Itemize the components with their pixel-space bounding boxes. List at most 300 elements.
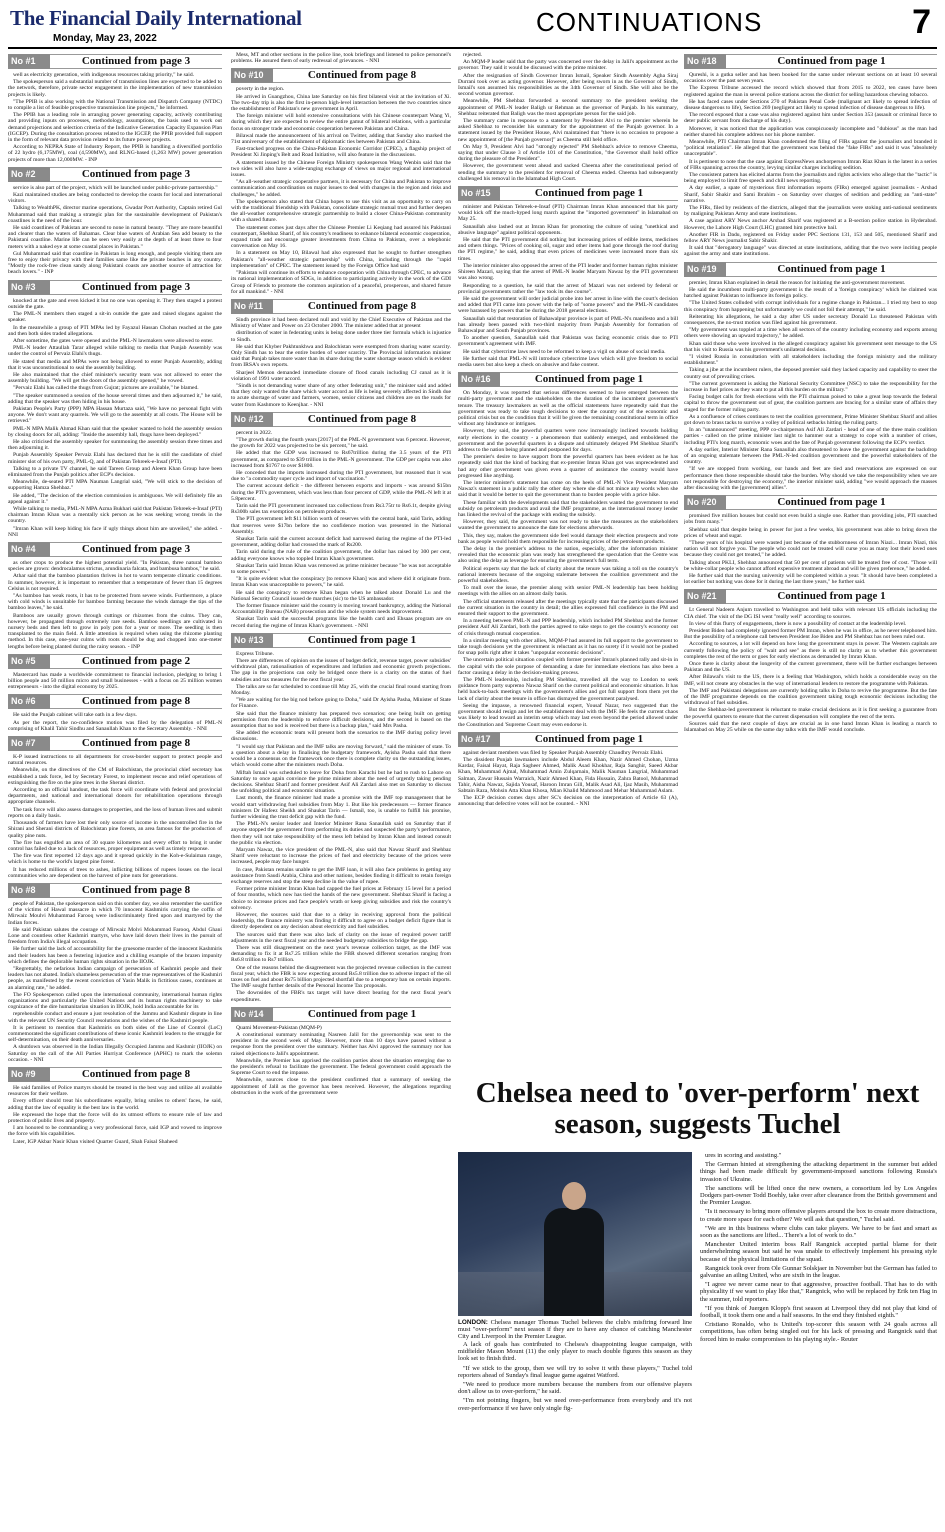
story-paragraph: Former prime minister Imran Khan had capped the fuel prices at February 15 level for a period of four months, which now has tied the hands of the new government. Shehbaz Sharif is facing a choice to increase prices and face people's wrath or keep giving subsidies and risk the country's solvency. (231, 886, 451, 911)
story-paragraph: minister and Pakistan Tehreek-e-Insaf (PTI) Chairman Imran Khan announced that his party would kick off the much-hyped long march against the "imported government" in Islamabad on May 25. (458, 204, 678, 223)
continued-label: Continued from page 1 (726, 262, 937, 277)
story-paragraph: In an "unannounced" meeting, PPP co-chairperson Asif Ali Zardari - head of one of the three main coalition parties - called on the prime minister last night to hammer out a strategy to cope with a number of crises, including PTI's long march, economic woes and the fate of Punjab government following the ECP's verdict. (684, 427, 937, 446)
story-paragraph: It said that "derogatory language" was directed at state institutions, adding that the two were inciting people against the army and state institutions. (684, 245, 937, 258)
story-paragraph: Responding to a question, he said that the arrest of Mazari was not ordered by federal or provincial governments rather the "law took its due course". (458, 282, 678, 295)
story-paragraph: "The PPIB is also working with the National Transmission and Dispatch Company (NTDC) to compile a list of feasible prospective transmission line projects," he informed. (8, 98, 222, 112)
story-block (8, 1067, 222, 1145)
story-header (231, 633, 451, 648)
story-paragraph: The premier's desire to have support from the powerful quarters has been evident as he has repeatedly said that the kind of backing that ex-premier Imran Khan got was unprecedented and had any other government was given even a quarter of assistance the country would have progressed like anything. (458, 454, 678, 479)
continued-label: Continued from page 1 (726, 54, 937, 69)
story-paragraph: The interior minister's statement has come on the heels of PML-N Vice President Maryam Nawaz's statement in a public rally the other day where she did not mince any words when she said that it would be better to quit the government than to burden people with a price hike. (458, 479, 678, 499)
story-paragraph: Shaukat Tarin said the successful programs like the health card and Ehsaas program are on record during the regime of Imran Khan's government. - NNI (231, 616, 451, 629)
story-paragraph: poverty in the region. (236, 86, 285, 93)
paper-name: The Financial Daily International (10, 6, 302, 30)
story-header (8, 736, 222, 751)
masthead-rule (8, 47, 937, 49)
continued-label: Continued from page 1 (500, 372, 678, 387)
story-paragraph: The downsides of the FBR's tax target will have direct bearing for the next fiscal year's expenditures. (231, 990, 451, 1003)
story-paragraph: In a meeting between PML-N and PPP leadership, which included PM Shehbaz and the former president Asif Ali Zardari, both the parties agreed to take steps to get the country's economy out of crisis through mutual cooperation. (458, 618, 678, 637)
story-header (684, 495, 937, 510)
caption-lead: LONDON: (458, 1319, 488, 1326)
story-paragraph: He conceded that the imports increased during the PTI government, but reasoned that it was due to "a commodity super cycle and import of vaccination." (231, 469, 451, 483)
story-header (8, 654, 222, 669)
story-paragraph: Sanaullah said that restoration of Bahawalpur province is part of PML-N's manifesto and a bill has already been passed with two-third majority from Punjab Assembly for formation of Bahawalpur and South Punjab provinces. (458, 315, 678, 334)
story-paragraph: The FO Spokesperson called upon the international community, international human rights organizations and particularly the United Nations and its human rights machinery to take cognizance of the dire humanitarian situation in IIOJK, hold India accountable for its (8, 991, 222, 1011)
story-paragraph: Khan said those who were involved in the alleged conspiracy against his government sent message to the US that his visit to Russia was his government's unilateral decision. (684, 340, 937, 353)
story-paragraph: He said the Punjab cabinet will take oath in a few days. (13, 712, 137, 719)
story-paragraph: Maryam Nawaz, the vice president of the PML-N, also said that Nawaz Sharif and Shehbaz Sharif were reluctant to increase the prices of fuel and electricity because of the prices were increased, people may face hunger. (231, 846, 451, 866)
story-paragraph: Meanwhile, on the directives of the CM of Balochistan, the provincial chief secretary has established a task force, led by Secretary Forest, to implement rescue and relief operations of extinguishing the fire on the pine trees in the Sherani district. (8, 767, 222, 786)
story-number: No #15 (458, 186, 500, 201)
story-paragraph: In a similar meeting with other allies, MQM-P had assured its full support to the government to take tough decisions yet the government is reluctant as it has no surety if it would not be pushed for snap polls right after it takes "unpopular economic decisions". (458, 637, 678, 657)
story-paragraph: The spokesperson also stated that China hopes to use this visit as an opportunity to carry on with the traditional friendship with Pakistan, consolidate strategic mutual trust and further deepen the all-weather comprehensive strategic partnership to build a closer China-Pakistan community with a shared future. (231, 198, 451, 224)
story-paragraph: He said families of Police martyrs should be treated in the best way and utilize all available resources for their welfare. (8, 1085, 222, 1098)
feature-paragraph: Cristiano Ronaldo, who is United's top-scorer this season with 24 goals across all competitions, has often being singled out for his lack of pressing and Rangnick said that forced him to make compromises to his playing style.- Reuter (700, 1321, 937, 1343)
story-paragraph: One of the reasons behind the disagreement was the projected revenue collection in the current fiscal year, which the FBR is now expecting around Rs5.8 trillion due to adverse impact of the oil taxes on fuel and about Rs75 billion projected shortfall due to a temporary ban on certain imports. The IMF sought further details of the Personal Income Tax proposals. (231, 964, 451, 990)
football-manager-photo (458, 1152, 692, 1316)
story-paragraph: promised five million houses but could not even build a single one. Rather than providing jobs, PTI snatched jobs from many." (684, 513, 937, 526)
story-header (231, 68, 451, 83)
story-paragraph: After sometime, the gates were opened and the PML-N lawmakers were allowed to enter. (13, 337, 214, 344)
story-paragraph: To mull over the issue, the premier along with senior PML-N leadership has been holding meetings with the allies on an almost daily basis. (458, 585, 678, 598)
feature-headline: Chelsea need to 'over-perform' next season, suggests Tuchel (475, 1077, 920, 1140)
story-paragraph: It is pertinent to note that the case against ExpressNews anchorperson Imran Riaz Khan is the latest in a series of FIRs spanning across the country, levying similar charges including sedition. (684, 158, 937, 171)
story-paragraph: Every officer should treat his subordinates equally, bring smiles to others' faces, he said, adding that the law of equality is the best law in the world. (8, 1098, 222, 1111)
story-paragraph: Pakistan People's Party (PPP) MPA Hassan Murtaza said, "We have no personal fight with anyone. We don't want any quarrels. We will go to the assembly at all costs. The House will be retrieved." (8, 405, 222, 425)
story-paragraph: A shutdown was observed in the Indian Illegally Occupied Jammu and Kashmir (IIOJK) on Saturday on the call of the All Parties Hurriyat Conference (APHC) to mark the solemn occasion. - NNI (8, 1044, 222, 1063)
story-paragraph: rejected. (463, 52, 483, 58)
story-paragraph: The interior minister also opposed the arrest of the PTI leader and former human rights minister Shireen Mazari, saying that the arrest of PML-N leader Maryam Nawaz by the PTI government was also wrong. (458, 262, 678, 282)
story-paragraph: "The current government is asking the National Security Committee (NSC) to take the responsibility for the increase in fuel prices as they want to put all this burden on the military." (684, 380, 937, 393)
story-number: No #16 (458, 372, 500, 387)
continued-label: Continued from page 1 (273, 1007, 451, 1022)
story-paragraph: A day earlier, a spate of mysterious first information reports (FIRs) emerged against journalists - Arshad Sharif, Sabir Shakir and Sami Ibrahim - on Saturday over charges of sedition and peddling an "anti-state" narrative. (684, 185, 937, 204)
manager-coat (544, 1208, 604, 1316)
story-block (8, 883, 222, 1063)
story-paragraph: While talking to media, PML-N MPA Azma Bukhari said that Pakistan Tehreek-e-Insaf (PTI) chairman Imran Khan was a mentally sick person as he was seeking wrong trends in the country. (8, 505, 222, 525)
story-paragraph: He expressed the hope that the force will do its utmost efforts to ensure rule of law and protection of public lives and property. (8, 1111, 222, 1125)
story-paragraph: He has faced cases under Sections 270 of Pakistan Penal Code (malignant act likely to spread infection of disease dangerous to life), Section 269 (negligent act likely to spread infection of disease dangerous to life). (684, 98, 937, 112)
feature-paragraph: "If we stick to the group, then we will try to solve it with these players," Tuchel told reporters ahead of Sunday's final league game against Watford. (458, 1364, 692, 1379)
story-number: No #1 (8, 54, 50, 69)
story-paragraph: Thousands of farmers have lost their only source of income in the uncontrolled fire in the Shirani and Sherani districts of Balochistan pine forests, an area famous for the production of quality pine nuts. (8, 820, 222, 839)
continued-label: Continued from page 8 (273, 68, 451, 83)
story-paragraph: Bamboos are usually grown through cuttings or rhizomes from the culms. They can, however, be propagated through extremely rare seeds. Bamboo seedlings are cultivated in nursery beds and then left to grow in poly pots for a year or more. The seedling is then transplanted to the main field. A little attention is required when using the rhizome planting method. In this case, one-year culms with roots should be dug and chopped into one-meter lengths before being planted during the rainy season. - INP (8, 612, 222, 650)
story-paragraph: distribution of water in federating units is being done under three tier formula which is injustice to Sindh. (231, 330, 451, 343)
story-paragraph: The current account deficit - the different between exports and imports - was around $15bn during the PTI's government, which was less than four percent of GDP, while the PML-N left it at 5.8percent. (231, 483, 451, 502)
story-paragraph: The statement comes just days after the Chinese Premier Li Keqiang had assured his Pakistani counterpart, Shehbaz Sharif, of his country's readiness to enhance bilateral economic cooperation, expand trade and encourage greater investments from China to Pakistan, over a telephonic conversation on May 16. (231, 224, 451, 250)
story-number: No #19 (684, 262, 726, 277)
story-number: No #14 (231, 1007, 273, 1022)
story-paragraph: He said that cybercrime laws need to be reformed to keep a vigil on abuse of social media. (463, 348, 666, 355)
story-paragraph: Mastercard has made a worldwide commitment to financial inclusion, pledging to bring 1 billion people and 50 million micro and small businesses - with a focus on 25 million women entrepreneurs - into the digital economy by 2025. (8, 671, 222, 691)
story-header (684, 262, 937, 277)
story-paragraph: Express Tribune. (236, 650, 274, 657)
story-paragraph: An MQM-P leader said that the party was concerned over the delay in Jalil's appointment as the governor. They said it would be discussed with the prime minister. (458, 59, 678, 72)
story-paragraph: "Regrettably, the nefarious Indian campaign of persecution of Kashmiri people and their leaders has not abated. India's shameless persecution of the true representatives of the Kashmiri people, as manifested by the recent conviction of Yasin Malik in fictitious cases, continues at an alarming rate," he added. (8, 965, 222, 991)
feature-paragraph: Rangnick took over from Ole Gunnar Solskjaer in November but the German has failed to galvanise an ailing United, who are sixth in the league. (700, 1264, 937, 1280)
story-paragraph: Political experts say that the lack of clarity about the tenure was taking a toll on the country's national interests because of the ongoing stalemate between the coalition government and the powerful stakeholders. (458, 565, 678, 585)
story-paragraph: The sources said that there was also lack of clarity on the issue of required power tariff adjustments in the next fiscal year and the needed budgetary subsidies to bridge the gap. (231, 931, 451, 944)
feature-body-right (700, 1152, 937, 1526)
continued-label: Continued from page 3 (50, 54, 222, 69)
story-paragraph: He said coastlines of Pakistan are second to none in natural beauty. "They are more beautiful and clearer than the waters of Bahamas. Clear blue waters of Arabian Sea add beauty to the Pakistani coastline. Marine life can be seen very easily at the depth of at least three to four meters with a naked eye at some coastal places in Pakistan." (8, 225, 222, 250)
story-block (231, 299, 451, 408)
story-paragraph: The task force will also assess damages to properties, and the loss of human lives and submit reports on a daily basis. (8, 806, 222, 819)
story-paragraph: A statement issued by the Chinese Foreign Ministry spokesperson Wang Wenbin said that the two sides will also have a wide-ranging exchange of views on major regional and international issues. (231, 159, 451, 179)
story-paragraph: K-P issued instructions to all departments for cross-border support to protect people and natural resources. (8, 754, 222, 767)
photo-caption (458, 1319, 692, 1340)
story-paragraph: Once there is clarity about the longevity of the current government, there will be further exchanges between Pakistan and the US. (684, 661, 937, 674)
story-paragraph: According to sources, a lot will depend on how long the government stays in power. The Western capitals are currently following the policy of "wait and see" as there is still no clarity as to whether this government completes the rest of the term or goes for early elections as demanded by Imran Khan. (684, 641, 937, 660)
feature-paragraph: A lack of goals has contributed to Chelsea's disappointing league campaign, with midfielder Mason Mount (11) the only player to reach double figures this season as they look set to finish third. (458, 1341, 692, 1363)
story-paragraph: The delay in the premier's address to the nation, especially, after the information minister revealed that the economic plan was ready has strengthened the speculation that the Centre was also using the delay as leverage for ensuring the government's full term. (458, 546, 678, 565)
story-number: No #21 (684, 589, 726, 604)
continued-label: Continued from page 3 (50, 167, 222, 182)
story-paragraph: premier, Imran Khan explained in detail the reason for initiating the anti-government movement. (689, 279, 906, 286)
story-paragraph: Taking a jibe at the incumbent rulers, the deposed premier said they lacked capacity and capability to steer the country out of prevailing crises. (684, 367, 937, 380)
story-block (684, 262, 937, 492)
story-paragraph: A constitutional summary nominating Nasreen Jalil for the governorship was sent to the president in the second week of May. However, more than 10 days have passed without a response from the president over the summary. Neither has Alvi approved the summary nor has raised objections to Jalil's appointment. (231, 1032, 451, 1057)
feature-paragraph: ures in scoring and assisting." (705, 1152, 782, 1159)
story-paragraph: "Imran Khan will keep hiding his face if ugly things about him are unveiled," she added. -NNI (8, 525, 222, 538)
continued-label: Continued from page 1 (500, 732, 678, 747)
story-header (458, 186, 678, 201)
story-paragraph: The record exposed that a case was also registered against him under Section 353 (assault or criminal force to deter public servant from discharge of his duty). (684, 112, 937, 125)
column-1 (8, 52, 222, 1526)
story-number: No #13 (231, 633, 273, 648)
story-block (684, 495, 937, 585)
story-paragraph: He said Pakistan salutes the courage of Mirwaiz Molvi Mohammad Farooq, Abdul Ghani Lone and countless other Kashmiri martyrs, who have laid down their lives in the pursuit of freedom from India's illegal occupation. (8, 926, 222, 946)
story-paragraph: "I would say that Pakistan and the IMF talks are moving forward," said the minister of state. To a question about a delay in finalising the budgetary framework, Ayisha Pasha said that there would be a consensus on the framework once there is complete clarity on the outstanding issues, which would come after the ministers reach Doha. (231, 743, 451, 769)
story-paragraph: The ECP decision comes days after SC's decision on the interpretation of Article 63 (A), announcing that defective votes will not be counted. - NNI (458, 795, 678, 808)
story-header (8, 167, 222, 182)
story-paragraph: Meanwhile, sources close to the president confirmed that a summary of seeking the appointment of Jalil as the governor has been received. However, the allegations regarding obstruction in the work of the government were (231, 1077, 451, 1096)
story-paragraph: Shaukat Tarin said Imran Khan was removed as prime minister because "he was not acceptable to some powers." (231, 562, 451, 576)
story-paragraph: The Express Tribune accessed the record which showed that from 2015 to 2022, ten cases have been registered against the man in several police stations across the district for selling hazardous chewing tobacco. (684, 85, 937, 98)
story-header (8, 883, 222, 898)
story-paragraph: But the Shehbaz-led government is reluctant to make crucial decisions as it is first seeking a guarantee from the powerful quarters to ensure that the current dispensation will complete the rest of the term. (684, 707, 937, 720)
story-number: No #20 (684, 495, 726, 510)
story-header (8, 694, 222, 709)
story-number: No #5 (8, 654, 50, 669)
story-header (231, 412, 451, 427)
story-paragraph: "The growth during the fourth years [2017] of the PML-N government was 6 percent. However, the growth for 2022 was projected to be six percent," he said. (231, 436, 451, 450)
story-paragraph: Talking to WealthPK, director marine operations, Gwadar Port Authority, Captain retired Gul Muhammad said that making a strategic plan for the sustainable development of Pakistan's coastlines is the need of the hour. (8, 205, 222, 224)
feature-body-left (458, 1341, 692, 1526)
story-paragraph: "These years of his hospital were wasted just because of the stubbornness of Imran Niazi... Imran Niazi, this nation will not forgive you. The people who could not be treated will curse you as many lost their loved ones because they could not get treated," he added. (684, 540, 937, 559)
story-paragraph: Tarin said during the rule of the coalition government, the dollar has raised by 300 per cent, adding everyone knows who toppled Imran Khan's government. (231, 549, 451, 562)
manager-figure (544, 1182, 604, 1316)
story-paragraph: These familiar with the developments said that the stakeholders wanted the government to end subsidy on petroleum products and avail the IMF programme, as the international money lender has linked the revival of the package with ending the subsidy. (458, 499, 678, 518)
continued-label: Continued from page 1 (726, 495, 937, 510)
story-paragraph: In a statement on May 10, Bilawal had also expressed that he sought to further strengthen Pakistan's "all-weather strategic partnership" with China, including through the "rapid implementation" of CPEC. The statement issued by the Foreign Office had said (231, 250, 451, 269)
page-number: 7 (912, 3, 931, 41)
story-number: No #6 (8, 694, 50, 709)
story-paragraph: Shaukat Tarin said the current account deficit had narrowed during the regime of the PTI-led government, adding dollar had crossed the mark of Rs200. (231, 536, 451, 549)
story-paragraph: However, they said, the government was not ready to take the measures as the stakeholders wanted the government to announce the date for elections afterwards. (458, 519, 678, 532)
story-paragraph: He said the government will order judicial probe into her arrest in line with the court's decision and added that PTI came into power with the help of "some powers" and the PML-N candidates were harassed by powers that be during the 2018 general elections. (458, 295, 678, 315)
story-paragraph: "Pervaiz Elahi has called the thugs from Gujrat; pictures are available," he blamed. (13, 385, 199, 392)
story-paragraph: This, they say, makes the government side feel would damage their election prospects and vote bank as people would hold them responsible for increasing prices of the petroleum products. (458, 532, 678, 545)
caption-text: Chelsea manager Thomas Tuchel believes the club's misfiring forward line must "over-perform" next season if they are to have any chance of catching Manchester City and Liverpool in the Premier League. (458, 1319, 692, 1340)
story-paragraph: He further said that the nursing university will be completed within a year. "It should have been completed a lot earlier but nothing was done for it during the last three years," he further said. (684, 573, 937, 586)
story-paragraph: Tarin said the PTI government increased tax collections from Rs3.75tr to Rs6.1t, despite giving Rs300b sales tax exemption on petroleum products. (231, 502, 451, 516)
story-header (231, 299, 451, 314)
story-paragraph: Shehbaz said that despite being in power for just a few weeks, his government was able to bring down the prices of wheat and sugar. (684, 526, 937, 539)
story-header (231, 1007, 451, 1022)
story-paragraph: The IMF and Pakistani delegations are currently holding talks in Doha to revive the programme. But the fate of the IMF programme depends on the coalition government taking tough economic decisions including the withdrawal of fuel subsidies. (684, 687, 937, 707)
story-number: No #7 (8, 736, 50, 751)
story-paragraph: The fire was first reported 12 days ago and it spread quickly in the Koh-e-Sulaiman range, which is home to the world's largest pine forest. (8, 853, 222, 866)
continued-label: Continued from page 3 (50, 542, 222, 557)
story-paragraph: Bilawal made the announcement of his arrival on Twitter, adding that Sunday also marked the 71st anniversary of the establishment of diplomatic ties between Pakistan and China. (231, 132, 451, 146)
story-paragraph: It is pertinent to mention that Kashmiris on both sides of the Line of Control (LoC) commemorated the significant contributions of these iconic Kashmiri leaders to the struggle for self-determination, on their death anniversaries. (8, 1024, 222, 1044)
story-paragraph: as other crops to produce the highest potential yield. "In Pakistan, three natural bamboo species are grown: dendrocalamus strictus, arundinaria falcata, and bambusa bambos," he said. (8, 560, 222, 573)
story-paragraph: Miftah Ismail was scheduled to leave for Doha from Karachi but he had to rush to Lahore on Saturday to once again convince the prime minister about the need of urgently taking pending decisions. Shehbaz Sharif and former president Asif Ali Zardari also met on Saturday to discuss the unfolding political and economic situation. (231, 769, 451, 795)
story-paragraph: Fast-tracked progress on the China-Pakistan Economic Corridor (CPEC), a flagship project of President Xi Jinping's Belt and Road Initiative, will also feature in the discussions. (231, 146, 451, 159)
story-paragraph: "It is quite evident what the conspiracy [to remove Khan] was and where did it originate from. Imran Khan was unacceptable to powers," he said. (231, 576, 451, 589)
story-block (8, 736, 222, 879)
story-paragraph: The consistent pattern has elicited alarms from the journalists and rights activists who allege that the "tactic" is being employed to limit free speech and chill news reporting. (684, 172, 937, 185)
story-block (8, 542, 222, 650)
story-number: No #2 (8, 167, 50, 182)
story-paragraph: According to NEPRA State of Industry Report, the PPIB is handling a diversified portfolio of 22 hydro (6,175MW), coal (4,590MW), and RLNG-based (1,263 MW) power generation projects of more than 12,000MW. - INP (8, 144, 222, 163)
continued-label: Continued from page 1 (726, 589, 937, 604)
story-paragraph: "My government was toppled at a time when all sectors of the country including economy and exports among others were showing an upward trajectory," he added. (684, 327, 937, 340)
story-paragraph: "The United States colluded with corrupt individuals for a regime change in Pakistan... I tried my best to stop this conspiracy from happening but unfortunately we could not foil their attempt," he said. (684, 300, 937, 313)
story-block (231, 52, 451, 64)
column-3 (458, 52, 678, 1072)
story-paragraph: Sindh province it had been declared null and void by the Chief Executive of Pakistan and the Ministry of Water and Power on 23 October 2000. The minister added that at present (231, 316, 451, 330)
feature-paragraph: The sanctions will be lifted once the new owners, a consortium led by Los Angeles Dodgers part-owner Todd Boehly, take over after clearance from the British government and the Premier League. (700, 1184, 937, 1207)
story-block (231, 633, 451, 1003)
column-2 (231, 52, 451, 1526)
masthead (8, 0, 937, 50)
story-block (231, 68, 451, 295)
continued-label: Continued from page 1 (500, 186, 678, 201)
story-paragraph: It has reduced millions of trees to ashes, inflicting billions of rupees losses on the local communities who are dependent on the harvest of pine nuts for generations. (8, 866, 222, 879)
continued-label: Continued from page 3 (50, 280, 222, 295)
story-paragraph: There are differences of opinion on the issues of budget deficit, revenue target, power subsidies' withdrawal plan, rationalisation of expenditures and inflation and economic growth projections. The gap in the projections can only be bridged once there is a clarity on the status of fuel subsidies and tax measures for the next fiscal year. (231, 658, 451, 683)
story-paragraph: He further said that PML-N will introduce cybercrime laws which will give freedom to social media users but also keep a check on abusive and fake content. (458, 355, 678, 368)
story-block (458, 732, 678, 808)
manager-head (562, 1182, 586, 1210)
feature-paragraph: "We are in this business where clubs can take players. We have to be fast and smart as soon as the sanctions are lifted... There's a lot of work to do." (700, 1224, 937, 1240)
continued-label: Continued from page 8 (50, 1067, 222, 1082)
story-paragraph: PML-N MPA Malik Ahmad Khan said that the speaker wanted to hold the assembly session by closing doors for all, adding: "Inside the assembly hall, thugs have been deployed." (8, 425, 222, 438)
story-paragraph: Moreover, it was noticed that the application was conspicuously incomplete and "dubious" as the man had neither shared his complete address nor his phone number. (684, 125, 937, 138)
story-paragraph: Mess, MT and other sections in the police line, took briefings and listened to police personnel's problems. He assured them of early redressal of grievances. - NNI (231, 52, 451, 65)
story-block (8, 694, 222, 732)
story-paragraph: He arrived in Guangzhou, China late Saturday on his first bilateral visit at the invitation of Xi. The two-day trip is also the first in-person high-level interaction between the two countries since the establishment of Pakistan's new government in April. (231, 93, 451, 113)
story-paragraph: A case against ARY News anchor Arshad Sharif was registered at a B-section police station in Hyderabad. However, the Lahore High Court (LHC) granted him protective bail. (684, 218, 937, 231)
story-number: No #11 (231, 299, 273, 314)
story-paragraph: The talks are so far scheduled to continue till May 25, with the crucial final round starting from Monday. (231, 683, 451, 697)
feature-article (458, 1078, 937, 1526)
story-paragraph: In the meanwhile a group of PTI MPAs led by Fayazul Hassan Chohan reached at the gate and then both sides traded allegations. (8, 324, 222, 337)
story-block (458, 52, 678, 182)
story-paragraph: Gul Muhammad said that coastline in Pakistan is long enough, and people visiting them are free to enjoy their privacy with their families same like the private beaches in any country. "Mostly the rock-free clean sandy along Pakistani coasts are another source of attraction for beach lovers." - INP (8, 250, 222, 276)
story-paragraph: Meanwhile, PTI Chairman Imran Khan condemned the filing of FIRs against the journalists and branded it "political retaliation". He alleged that the government was behind the "fake FIRs" and said it was "absolutely unacceptable". (684, 139, 937, 158)
story-paragraph: against deviant members was filed by Speaker Punjab Assembly Chaudhry Pervaiz Elahi. (463, 749, 664, 756)
feature-paragraph: "Is it necessary to bring more offensive players around the box to create more distractions, to create more space for each other? We will ask that question," Tuchel said. (700, 1208, 937, 1223)
story-paragraph: He further said the lack of accountability for the gruesome murder of the innocent Kashmiris and their leaders has been a festering injustice and a chilling example of the brazen impunity which defines the deplorable human rights situation in the IIOJK. (8, 946, 222, 965)
story-block (684, 589, 937, 733)
story-paragraph: The PML-N's senior leader and Interior Minister Rana Sanaullah said on Saturday that if anyone stopped the government from performing its duties and suspected the party's performance, then they will not take responsibility of the mess left behind by Imran Khan and instead consult the public via election. (231, 821, 451, 846)
story-paragraph: reprehensible conduct and ensure a just resolution of the Jammu and Kashmir dispute in line with the relevant UN Security Council resolutions and the wishes of the Kashmiri people. (8, 1011, 222, 1024)
story-paragraph: On May 9, President Alvi had "strongly rejected" PM Shehbaz's advice to remove Cheema, saying that under Clause 3 of Article 101 of the Constitution, "the Governor shall hold office during the pleasure of the President". (458, 143, 678, 163)
story-paragraph: The PML-N members then staged a sit-in outside the gate and raised slogans against the speaker. (8, 311, 222, 324)
story-paragraph: She said that the finance ministry has prepared two scenarios; one being built on getting permission from the leadership to enforce difficult decisions, and the second is based on the assumption that no nod is received but there is a backup plan," said Mrs Pasha. (231, 710, 451, 730)
story-paragraph: well as electricity generation, with indigenous resources taking priority," he said. (13, 72, 195, 78)
story-paragraph: According to an official handout, the task force will coordinate with federal and provincial departments, and national and international donors for rehabilitation operations through appropriate channels. (8, 787, 222, 806)
story-paragraph: In case, Pakistan remains unable to get the IMF loan, it will also face problems in getting any assistance from Saudi Arabia, China and other nations, besides finding it difficult to retain foreign exchange reserves and stop the steep decline in the value of rupee. (231, 866, 451, 885)
story-paragraph: The uncertain political situation coupled with former premier Imran's planned rally and sit-in in the capital with the sole purpose of demanding a date for immediate elections has also been a factor causing a delay in the decision-making process. (458, 657, 678, 676)
story-paragraph: The former finance minister said the country is moving toward bankruptcy, adding the National Accountability Bureau (NAB) prosecution and the whole system needs improvement. (231, 603, 451, 616)
paper-date: Monday, May 23, 2022 (53, 33, 157, 44)
continued-label: Continued from page 8 (50, 736, 222, 751)
story-number: No #12 (231, 412, 273, 427)
story-number: No #3 (8, 280, 50, 295)
story-paragraph: Kazi maintained studies are being conducted to develop the coasts for local and international visitors. (8, 192, 222, 205)
column-4 (684, 52, 937, 1072)
story-paragraph: Later, IGP Akbar Nasir Khan visited Quarter Guard, Shah Faisal Shaheed (13, 1138, 178, 1145)
story-paragraph: As per the report, the no-confidence motion was filed by the delegation of PML-N comprising of Khalil Tahir Sindhu and Sanaullah Khan to the Secretary Assembly. - NNI (8, 719, 222, 732)
story-paragraph: Talking about PKLI, Shehbaz announced that 50 per cent of patients will be treated free of cost. "Those will be white-collar people who cannot afford expensive treatment abroad and will be given preference," he added. (684, 559, 937, 572)
story-paragraph: I am honored to be commanding a very professional force, said IGP and vowed to improve the force with his capabilities. (8, 1125, 222, 1138)
story-paragraph: knocked at the gate and even kicked it but no one was opening it. They then staged a protest outside the gate. (8, 297, 222, 310)
continued-label: Continued from page 8 (273, 412, 451, 427)
story-paragraph: The FIRs, filed by residents of the districts, alleged that the journalists were stoking anti-national sentiments by maligning Pakistan Army and state institutions. (684, 205, 937, 218)
story-block (684, 54, 937, 258)
story-paragraph: The PML-N leadership, including PM Shehbaz, travelled all the way to London to seek guidance from party supremo Nawaz Sharif on the current political and economic situation. It has held back-to-back meetings with the government's allies and got full support from them yet the lack of clarity about the tenure in office has dismayed the government paralysed. (458, 677, 678, 702)
story-paragraph: Last month, the finance minister had made a promise with the IMF top management that he would start withdrawing fuel subsidies from May 1. But like his predecessors — former finance ministers Dr Hafeez Sheikh and Shaukat Tarin — Ismail, too, is unable to fulfill his promise, further widening the trust deficit gap with the fund. (231, 795, 451, 820)
story-number: No #17 (458, 732, 500, 747)
story-paragraph: "Pakistan will continue its efforts to enhance cooperation with China through CPEC, to advance its national implementation of SDGs, in addition to participating actively in the work of the GDI Group of Friends to promote the common aspiration of a peaceful, prosperous, and shared future for all mankind." - NNI (231, 270, 451, 295)
story-paragraph: The PTI government left $11 billion worth of reserves with the central bank, said Tarin, adding that reserves were $17bn before the no confidence motion was presented in the National Assembly. (231, 516, 451, 535)
story-paragraph: To another question, Sanaullah said that Pakistan was facing economic crisis due to PTI government's agreement with IMF. (458, 335, 678, 348)
story-paragraph: Lt General Nadeem Anjum travelled to Washington and held talks with relevant US officials including the CIA chief. The visit of the DG ISI went "really well" according to sources. (684, 607, 937, 620)
feature-paragraph: The German hinted at strengthening the attacking department in the summer but added things had been made difficult by government-imposed sanctions following Russia's invasion of Ukraine. (700, 1161, 937, 1183)
story-paragraph: The summary came in response to a statement by President Alvi to the premier wherein he asked Shehbaz to reconsider his summary for the appointment of the Punjab governor. In a statement issued by the President House, Alvi maintained that "there is no occasion to propose a new appointment of [the Punjab governor]" as Cheema still held office. (458, 118, 678, 143)
story-paragraph: However, they said, the powerful quarters were now increasingly inclined towards holding early elections in the country - a phenomenon that suddenly emerged, and emboldened the government and the powerful quarters in a dispute and ultimately delayed PM Shehbaz Sharif's address to the nation being planned and postponed for days. (458, 428, 678, 453)
story-header (8, 54, 222, 69)
story-block (458, 186, 678, 368)
story-paragraph: Meanwhile, PM Shehbaz forwarded a second summary to the president seeking the appointment of PML-N leader Baligh ur Rehman as the governor of Punjab. In his summary, Shehbaz reiterated that Baligh was the most appropriate person for the said job. (458, 98, 678, 117)
story-paragraph: "If we are stopped from working, our hands and feet are tied and reservations are expressed on our performance then those responsible should take the burden. Why should we take the responsibility when we are not responsible for destroying the economy," the interior minister said, adding "we would approach the masses after discussing with the [government] allies". (684, 466, 937, 491)
story-block (8, 54, 222, 163)
story-paragraph: "As bamboo has weak roots, it has to be protected from severe winds. Furthermore, a place with cold winds is unsuitable for bamboo farming because the winds damage the tips of the bamboo leaves," he said. (8, 593, 222, 612)
story-paragraph: He also criticised the assembly speaker for summoning the assembly session three times and then adjourning it. (8, 438, 222, 452)
section-title: CONTINUATIONS (536, 7, 763, 37)
story-paragraph: He added, "The decision of the election commission is ambiguous. We will definitely file an appeal against it." (8, 492, 222, 505)
story-paragraph: The foreign minister will hold extensive consultations with his Chinese counterpart Wang Yi, during which they are expected to review the entire gamut of bilateral relations, with a particular focus on stronger trade and economic cooperation between Pakistan and China. (231, 113, 451, 132)
story-paragraph: Meanwhile, the Premier has apprised the coalition parties about the situation emerging due to the president's refusal to facilitate the government. The federal government could approach the Supreme Court to end the impasse. (231, 1057, 451, 1077)
story-paragraph: However, the sources said that due to a delay in receiving approval from the political leadership, the finance ministry was finding it difficult to agree on a budget deficit figure that is directly dependent on any decision about electricity and fuel subsidies. (231, 911, 451, 931)
story-paragraph: PML-N leader Attaullah Tarar alleged while talking to media that Punjab Assembly was under the control of Pervaiz Elahi's thugs. (8, 345, 222, 358)
story-paragraph: He said the conspiracy to remove Khan began when he talked about Donald Lu and the National Security Council issued de marches (sic) to the US ambassador. (231, 589, 451, 602)
story-paragraph: A day earlier, Interior Minister Rana Sanaullah also threatened to leave the government against the backdrop of an ongoing stalemate between the PML-N-led coalition government and the powerful stakeholders of the country. (684, 446, 937, 466)
story-paragraph: "We are waiting for the big nod before going to Doha," said Dr Ayisha Pasha, Minister of State for Finance. (231, 697, 451, 710)
story-paragraph: However, the government went ahead and sacked Cheema after the constitutional period of sending the summary to the president for removal of Cheema ended. Cheema had subsequently challenged his removal in the Islamabad High Court. (458, 163, 678, 182)
story-paragraph: He said that the PTI government did nothing but increasing prices of edible items, medicines and others things. "Prices of cooking oil, sugar and other items had gone through the roof during the PTI regime," he said, adding that even prices of medicines were increased more than six times. (458, 237, 678, 262)
story-paragraph: Sharjeel Memon demanded immediate closure of flood canals including CJ canal as it is violation of 1991 water accord. (231, 369, 451, 382)
story-paragraph: President Biden had completely ignored former PM Imran, when he was in office, as he never telephoned him. But the possibility of a telephone call between President Joe Biden and PM Shehbaz has not been ruled out. (684, 628, 937, 641)
story-paragraph: On Monday, it was reported that serious differences seemed to have emerged between the multi-party government and the stakeholders on the duration of the incumbent government's tenure. The treasury lawmakers as well as the official statements have repeatedly said that the government was ready to take tough decisions to steer the country out of the economic and political crisis but on the condition that it will be given the remaining constitutional term in office without any hindrance or intrigues. (458, 390, 678, 428)
continued-label: Continued from page 1 (273, 633, 451, 648)
feature-paragraph: Manchester United interim boss Ralf Rangnick accepted partial blame for their underwhelming season but said he was unable to effectively implement his pressing style because of the physical limitations of the squad. (700, 1241, 937, 1263)
feature-paragraph: "We need to produce more numbers because the numbers from our offensive players don't allow us to over-perform," he said. (458, 1381, 692, 1396)
story-header (684, 589, 937, 604)
story-block (8, 654, 222, 691)
story-paragraph: He stated that media and MPAs were not being allowed to enter Punjab Assembly, adding that it was unconstitutional to seal the assembly building. (8, 358, 222, 371)
story-header (458, 372, 678, 387)
story-paragraph: The spokesperson said a substantial number of transmission lines are expected to be added to the network, therefore, private sector engagement in the implementation of new transmission projects is likely. (8, 79, 222, 98)
story-paragraph: Facing budget calls for fresh elections with the PTI chairman poised to take a great leap towards the federal capital to throw the government out of gear, the coalition partners are bracing for a similar state of affairs they staged for the former ruling party. (684, 394, 937, 413)
story-paragraph: Punjab Assembly Speaker Pervaiz Elahi has declared that he is still the candidate of chief minister slot of his own party, PML-Q, and of Pakistan Tehreek-e-Insaf (PTI). (8, 452, 222, 465)
story-paragraph: "As all-weather strategic cooperative partners, it is necessary for China and Pakistan to improve communication and coordination on major issues to deal with changes in the region and risks and challenges," he added. (231, 179, 451, 198)
story-header (8, 542, 222, 557)
story-paragraph: The PPIB has a leading role in arranging power generating capacity, actively contributing and providing inputs on processes, methodology, assumptions, the basis used to work out demand projections and selection criteria of the Indicative Generation Capacity Expansion Plan (IGCEP). During the consultation process related to the IGCEP, the PPIB provided full support in the form of relevant data provision related to its future power projects. (8, 112, 222, 144)
story-paragraph: He added that the GDP was increased to Rs67trillion during the 3.5 years of the PTI government, as compared to $39 trillion in the PML-N government. The GDP per capita was also increased from $1767 to over $1800. (231, 450, 451, 469)
story-paragraph: There was still disagreement on the next year's revenue collection target, as the IMF was demanding to fix it at Rs7.25 trillion while the FBR showed different scenarios ranging from Rs6.8 trillion to Rs7 trillion. (231, 944, 451, 964)
story-number: No #9 (8, 1067, 50, 1082)
story-paragraph: Qureshi, is a gutka seller and has been booked for the same under relevant sections on at least 10 several occasions over the past seven years. (684, 72, 937, 85)
story-number: No #10 (231, 68, 273, 83)
story-paragraph: Seeing the impasse, a renowned financial expert, Yousaf Nazar, two suggested that the government should resign and let the establishment deal with the IMF. He feels the current chaos was likely to lead toward an interim setup which may last even beyond the period allowed under the Constitution and 'Supreme Court may even endorse it. (458, 702, 678, 728)
story-paragraph: "I visited Russia in consultation with all stakeholders including the foreign ministry and the military establishment." (684, 353, 937, 367)
feature-paragraph: "I'm not pointing fingers, but we need over-performance from everybody and it's not over-performance if we have only single fig- (458, 1397, 692, 1412)
story-paragraph: He also maintained that the chief minister's security team was not allowed to enter the assembly building. "We will get the doors of the assembly opened," he vowed. (8, 371, 222, 385)
story-paragraph: Sources said that the next couple of days are crucial as in one hand Imran Khan is leading a march to Islamabad on May 25 while on the same day talks with the IMF would conclude. (684, 720, 937, 734)
story-paragraph: service is also part of the project, which will be launched under public-private partnership." (13, 184, 218, 191)
story-header (8, 280, 222, 295)
story-paragraph: Another FIR in Dadu, registered on Friday under PPC Sections 131, 153 and 505, mentioned Sharif and fellow ARY News journalist Sabir Shakir. (684, 231, 937, 245)
feature-paragraph: "If you think of Juergen Klopp's first season at Liverpool they did not play that kind of football, it took them one and a half seasons. In the end they finished eighth." (700, 1304, 937, 1320)
story-paragraph: Athar said that the bamboo plantation thrives in hot to warm temperate climatic conditions. In summer, however, it is important to remember that a temperature of fewer than 15 degrees Celsius is not required. (8, 573, 222, 592)
story-number: No #8 (8, 883, 50, 898)
story-paragraph: Talking to a private TV channel, he said Tareen Group and Aleem Khan Group have been eliminated from the Punjab politics after ECP's decision. (8, 465, 222, 478)
story-paragraph: people of Pakistan, the spokesperson said on this somber day, we also remember the sacrifice of the victims of Hawal massacre in which 70 innocent Kashmiris carrying the coffin of Mirwaiz Moulvi Muhammad Farooq were indiscriminately fired upon and martyred by the Indian forces. (8, 900, 222, 926)
story-paragraph: He said the incumbent multi-party government is the result of a 'foreign conspiracy' which he claimed was hatched against Pakistan to influence its foreign policy. (684, 286, 937, 300)
story-paragraph: Meanwhile, de-seated PTI MPA Nauman Langrial said, "We will stick to the decision of supporting Hamza Shehbaz." (8, 479, 222, 492)
story-paragraph: Sanaullah also lashed out at Imran Khan for promoting the culture of using "unethical and abusive language" against political opponents. (458, 223, 678, 236)
story-block (8, 167, 222, 276)
story-header (8, 1067, 222, 1082)
story-paragraph: After Bilawal's visit to the US, there is a feeling that Washington, which holds a considerable sway on the IMF, will not create any obstacles in the way of international lenders to restore the programme with Pakistan. (684, 674, 937, 687)
story-paragraph: She added the economic team will present both the scenarios to the IMF during policy level discussions. (231, 730, 451, 743)
story-paragraph: He said that Khyber Pakhtunkhwa and Balochistan were exempted from sharing water scarcity. Only Sindh has to bear the entire burden of water scarcity. The Provincial information minister said that Punjab takes more water than its share during the water shortage season which is evident from IRSA's own reports. (231, 343, 451, 369)
story-number: No #4 (8, 542, 50, 557)
story-paragraph: After the resignation of Sindh Governor Imran Ismail, Speaker Sindh Assembly Agha Siraj Durrani took over as acting governor. However, after being sworn in as the Governor of Sindh, Ismail's son assumed his responsibilities as the 34th Governor of Sindh. She will also be the second woman governor. (458, 72, 678, 98)
story-paragraph: As a confluence of crises continues to test the coalition government, Prime Minister Shehbaz Sharif and allies got down to brass tacks to survive a volley of political setbacks hitting the ruling party. (684, 413, 937, 426)
continued-label: Continued from page 2 (50, 654, 222, 669)
story-block (458, 372, 678, 728)
story-block (8, 280, 222, 538)
feature-paragraph: "I agree we never came near to that aggressive, proactive football. That has to do with physicality if we want to play like that," Rangnick, who will be replaced by Erik ten Hag in the summer, told reporters. (700, 1281, 937, 1303)
story-header (458, 732, 678, 747)
story-block (231, 1007, 451, 1096)
story-paragraph: "Sindh is not demanding water share of any other federating unit," the minister said and added that they only wanted the share which water accord as life is being severely affected in Sindh due to acute shortage of water and farmers, women, senior citizens and children are on the roads for water from Kashmore to Keenjhar. - NNI (231, 382, 451, 408)
continued-label: Continued from page 8 (273, 299, 451, 314)
story-number: No #18 (684, 54, 726, 69)
story-paragraph: The dissident Punjab lawmakers include Abdul Aleem Khan, Nazir Ahmed Chohan, Uzma Kardar, Faisal Hayat, Raja Sagheer Ahmed, Malik Asad Khokhar, Raja Sanghir, Saeed Akbar Khan, Muhammad Ajmal, Muhammad Amin Zulqarnain, Malik Nauman Langrial, Muhammad Salman, Zawar Hussain Warraich, Nazir Ahmed Khan, Fida Hussain, Zahra Batool, Muhammad Tahir, Aisha Nawaz, Sajida Yousaf, Haroon Imran Gill, Malik Asad Ali, Ijaz Masih, Muhammad Sabtain Raza, Mohsin Atta Khan Khosa, Mian Khalid Mahmood and Mehar Muhammad Aslam. (458, 756, 678, 794)
story-paragraph: In view of this flurry of engagements, there is now a possibility of contact at the leadership level. (689, 620, 907, 627)
continued-label: Continued from page 8 (50, 883, 222, 898)
story-paragraph: The fire has engulfed an area of 30 square kilometres and every effort to bring it under control has failed due to a lack of resources, proper equipment as well as timely response. (8, 839, 222, 852)
story-paragraph: Quami Movement-Pakistan (MQM-P) (236, 1024, 322, 1031)
